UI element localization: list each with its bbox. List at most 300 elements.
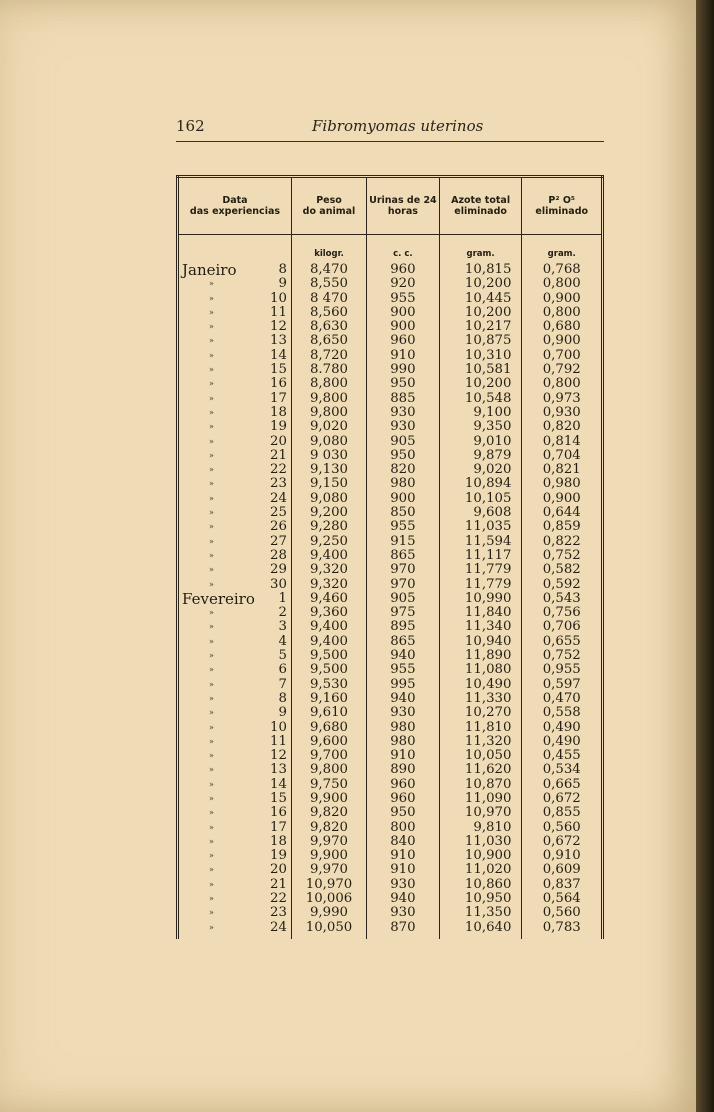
table-row bbox=[178, 306, 603, 320]
phosphorus-cell: 0,597 bbox=[522, 678, 603, 692]
table-row bbox=[178, 763, 603, 777]
day-number: 6 bbox=[278, 662, 287, 678]
phosphorus-cell: 0,756 bbox=[522, 606, 603, 620]
column-header-weight: Peso do animal bbox=[291, 177, 366, 235]
date-cell bbox=[178, 878, 292, 892]
date-cell bbox=[178, 549, 292, 563]
urine-cell: 950 bbox=[367, 377, 440, 391]
urine-cell: 975 bbox=[367, 606, 440, 620]
column-header-urine: Urinas de 24 horas bbox=[367, 177, 440, 235]
ditto-mark: » bbox=[209, 350, 214, 360]
weight-cell: 9,750 bbox=[291, 778, 366, 792]
day-number: 7 bbox=[278, 676, 287, 692]
date-cell bbox=[178, 420, 292, 434]
phosphorus-cell: 0,768 bbox=[522, 263, 603, 277]
phosphorus-cell: 0,980 bbox=[522, 477, 603, 491]
phosphorus-cell: 0,752 bbox=[522, 649, 603, 663]
day-number: 15 bbox=[270, 790, 287, 806]
nitrogen-cell: 11,020 bbox=[439, 863, 522, 877]
table-row bbox=[178, 620, 603, 634]
urine-cell: 905 bbox=[367, 435, 440, 449]
day-number: 17 bbox=[270, 390, 287, 406]
day-number: 15 bbox=[270, 362, 287, 378]
nitrogen-cell: 10,105 bbox=[439, 492, 522, 506]
table-row bbox=[178, 721, 603, 735]
weight-cell: 8,550 bbox=[291, 277, 366, 291]
ditto-mark: » bbox=[209, 579, 214, 589]
ditto-mark: » bbox=[209, 779, 214, 789]
phosphorus-cell: 0,814 bbox=[522, 435, 603, 449]
weight-cell: 9,160 bbox=[291, 692, 366, 706]
urine-cell: 910 bbox=[367, 863, 440, 877]
unit-urine: c. c. bbox=[367, 235, 440, 264]
urine-cell: 900 bbox=[367, 492, 440, 506]
weight-cell: 9,900 bbox=[291, 792, 366, 806]
page-number: 162 bbox=[176, 117, 205, 135]
table-row bbox=[178, 921, 603, 935]
weight-cell: 9,900 bbox=[291, 849, 366, 863]
table-row bbox=[178, 892, 603, 906]
urine-cell: 970 bbox=[367, 578, 440, 592]
phosphorus-cell: 0,822 bbox=[522, 535, 603, 549]
phosphorus-cell: 0,900 bbox=[522, 292, 603, 306]
nitrogen-cell: 9,879 bbox=[439, 449, 522, 463]
day-number: 24 bbox=[270, 919, 287, 935]
date-cell bbox=[178, 563, 292, 577]
weight-cell: 8,470 bbox=[291, 263, 366, 277]
urine-cell: 955 bbox=[367, 520, 440, 534]
weight-cell: 9,320 bbox=[291, 563, 366, 577]
ditto-mark: » bbox=[209, 508, 214, 518]
nitrogen-cell: 9,100 bbox=[439, 406, 522, 420]
day-number: 30 bbox=[270, 576, 287, 592]
urine-cell: 960 bbox=[367, 263, 440, 277]
nitrogen-cell: 11,330 bbox=[439, 692, 522, 706]
day-number: 21 bbox=[270, 876, 287, 892]
phosphorus-cell: 0,582 bbox=[522, 563, 603, 577]
nitrogen-cell: 10,548 bbox=[439, 392, 522, 406]
ditto-mark: » bbox=[209, 450, 214, 460]
date-cell bbox=[178, 292, 292, 306]
unit-weight: kilogr. bbox=[291, 235, 366, 264]
date-cell bbox=[178, 377, 292, 391]
nitrogen-cell: 11,035 bbox=[439, 520, 522, 534]
nitrogen-cell: 10,815 bbox=[439, 263, 522, 277]
running-title: Fibromyomas uterinos bbox=[312, 117, 484, 135]
nitrogen-cell: 10,581 bbox=[439, 363, 522, 377]
date-cell bbox=[178, 921, 292, 935]
day-number: 9 bbox=[278, 276, 287, 292]
date-cell bbox=[178, 778, 292, 792]
unit-phosphorus: gram. bbox=[522, 235, 603, 264]
table-row bbox=[178, 377, 603, 391]
ditto-mark: » bbox=[209, 665, 214, 675]
date-cell bbox=[178, 706, 292, 720]
date-cell bbox=[178, 635, 292, 649]
date-cell bbox=[178, 535, 292, 549]
day-number: 12 bbox=[270, 319, 287, 335]
date-cell bbox=[178, 792, 292, 806]
day-number: 28 bbox=[270, 547, 287, 563]
table-row bbox=[178, 863, 603, 877]
phosphorus-cell: 0,680 bbox=[522, 320, 603, 334]
date-cell bbox=[178, 263, 292, 277]
phosphorus-cell: 0,700 bbox=[522, 349, 603, 363]
urine-cell: 930 bbox=[367, 906, 440, 920]
ditto-mark: » bbox=[209, 322, 214, 332]
weight-cell: 9,200 bbox=[291, 506, 366, 520]
ditto-mark: » bbox=[209, 651, 214, 661]
ditto-mark: » bbox=[209, 307, 214, 317]
date-cell bbox=[178, 463, 292, 477]
urine-cell: 900 bbox=[367, 306, 440, 320]
urine-cell: 910 bbox=[367, 349, 440, 363]
date-cell bbox=[178, 749, 292, 763]
book-spine bbox=[696, 0, 714, 1112]
weight-cell: 9,150 bbox=[291, 477, 366, 491]
table-row bbox=[178, 449, 603, 463]
urine-cell: 910 bbox=[367, 749, 440, 763]
weight-cell: 8 470 bbox=[291, 292, 366, 306]
table-row bbox=[178, 463, 603, 477]
ditto-mark: » bbox=[209, 436, 214, 446]
urine-cell: 930 bbox=[367, 878, 440, 892]
urine-cell: 915 bbox=[367, 535, 440, 549]
weight-cell: 9,400 bbox=[291, 549, 366, 563]
weight-cell: 8,720 bbox=[291, 349, 366, 363]
nitrogen-cell: 10,870 bbox=[439, 778, 522, 792]
table-row bbox=[178, 520, 603, 534]
weight-cell: 9,800 bbox=[291, 392, 366, 406]
urine-cell: 820 bbox=[367, 463, 440, 477]
ditto-mark: » bbox=[209, 422, 214, 432]
day-number: 2 bbox=[278, 605, 287, 621]
weight-cell: 9,820 bbox=[291, 806, 366, 820]
table-end-row bbox=[178, 935, 603, 939]
day-number: 10 bbox=[270, 719, 287, 735]
nitrogen-cell: 11,890 bbox=[439, 649, 522, 663]
weight-cell: 10,006 bbox=[291, 892, 366, 906]
phosphorus-cell: 0,900 bbox=[522, 492, 603, 506]
nitrogen-cell: 11,594 bbox=[439, 535, 522, 549]
date-cell bbox=[178, 320, 292, 334]
ditto-mark: » bbox=[209, 808, 214, 818]
ditto-mark: » bbox=[209, 279, 214, 289]
phosphorus-cell: 0,783 bbox=[522, 921, 603, 935]
day-number: 1 bbox=[278, 590, 287, 606]
date-cell bbox=[178, 678, 292, 692]
nitrogen-cell: 10,445 bbox=[439, 292, 522, 306]
day-number: 18 bbox=[270, 833, 287, 849]
day-number: 17 bbox=[270, 819, 287, 835]
date-cell bbox=[178, 606, 292, 620]
weight-cell: 9,680 bbox=[291, 721, 366, 735]
table-row bbox=[178, 435, 603, 449]
phosphorus-cell: 0,955 bbox=[522, 663, 603, 677]
urine-cell: 850 bbox=[367, 506, 440, 520]
weight-cell: 8,560 bbox=[291, 306, 366, 320]
phosphorus-cell: 0,560 bbox=[522, 906, 603, 920]
ditto-mark: » bbox=[209, 365, 214, 375]
urine-cell: 940 bbox=[367, 649, 440, 663]
nitrogen-cell: 10,894 bbox=[439, 477, 522, 491]
day-number: 23 bbox=[270, 476, 287, 492]
weight-cell: 8,650 bbox=[291, 334, 366, 348]
nitrogen-cell: 10,990 bbox=[439, 592, 522, 606]
table-row bbox=[178, 420, 603, 434]
weight-cell: 9,360 bbox=[291, 606, 366, 620]
table-row bbox=[178, 635, 603, 649]
table-row bbox=[178, 334, 603, 348]
ditto-mark: » bbox=[209, 679, 214, 689]
ditto-mark: » bbox=[209, 479, 214, 489]
weight-cell: 10,050 bbox=[291, 921, 366, 935]
nitrogen-cell: 11,350 bbox=[439, 906, 522, 920]
date-cell bbox=[178, 620, 292, 634]
day-number: 4 bbox=[278, 633, 287, 649]
nitrogen-cell: 11,779 bbox=[439, 578, 522, 592]
phosphorus-cell: 0,752 bbox=[522, 549, 603, 563]
phosphorus-cell: 0,564 bbox=[522, 892, 603, 906]
nitrogen-cell: 10,640 bbox=[439, 921, 522, 935]
date-cell bbox=[178, 906, 292, 920]
nitrogen-cell: 10,050 bbox=[439, 749, 522, 763]
nitrogen-cell: 9,020 bbox=[439, 463, 522, 477]
ditto-mark: » bbox=[209, 622, 214, 632]
date-cell bbox=[178, 863, 292, 877]
table-row bbox=[178, 821, 603, 835]
date-cell bbox=[178, 277, 292, 291]
day-number: 21 bbox=[270, 447, 287, 463]
urine-cell: 800 bbox=[367, 821, 440, 835]
phosphorus-cell: 0,534 bbox=[522, 763, 603, 777]
day-number: 10 bbox=[270, 290, 287, 306]
ditto-mark: » bbox=[209, 908, 214, 918]
phosphorus-cell: 0,558 bbox=[522, 706, 603, 720]
day-number: 3 bbox=[278, 619, 287, 635]
ditto-mark: » bbox=[209, 751, 214, 761]
urine-cell: 960 bbox=[367, 792, 440, 806]
phosphorus-cell: 0,592 bbox=[522, 578, 603, 592]
nitrogen-cell: 10,217 bbox=[439, 320, 522, 334]
table-header-row bbox=[178, 177, 603, 235]
ditto-mark: » bbox=[209, 793, 214, 803]
urine-cell: 890 bbox=[367, 763, 440, 777]
weight-cell: 9,460 bbox=[291, 592, 366, 606]
phosphorus-cell: 0,855 bbox=[522, 806, 603, 820]
nitrogen-cell: 11,620 bbox=[439, 763, 522, 777]
phosphorus-cell: 0,704 bbox=[522, 449, 603, 463]
nitrogen-cell: 10,270 bbox=[439, 706, 522, 720]
day-number: 12 bbox=[270, 748, 287, 764]
unit-nitrogen: gram. bbox=[439, 235, 522, 264]
phosphorus-cell: 0,900 bbox=[522, 334, 603, 348]
weight-cell: 9,970 bbox=[291, 863, 366, 877]
weight-cell: 9,280 bbox=[291, 520, 366, 534]
nitrogen-cell: 10,200 bbox=[439, 277, 522, 291]
table-body bbox=[178, 235, 603, 939]
ditto-mark: » bbox=[209, 293, 214, 303]
urine-cell: 905 bbox=[367, 592, 440, 606]
phosphorus-cell: 0,800 bbox=[522, 277, 603, 291]
nitrogen-cell: 11,080 bbox=[439, 663, 522, 677]
date-cell bbox=[178, 449, 292, 463]
day-number: 9 bbox=[278, 705, 287, 721]
weight-cell: 9,020 bbox=[291, 420, 366, 434]
table-row bbox=[178, 806, 603, 820]
date-cell bbox=[178, 721, 292, 735]
nitrogen-cell: 9,608 bbox=[439, 506, 522, 520]
date-cell bbox=[178, 334, 292, 348]
ditto-mark: » bbox=[209, 493, 214, 503]
date-cell bbox=[178, 835, 292, 849]
table-row bbox=[178, 792, 603, 806]
date-cell bbox=[178, 589, 292, 608]
day-number: 14 bbox=[270, 776, 287, 792]
ditto-mark: » bbox=[209, 922, 214, 932]
urine-cell: 980 bbox=[367, 721, 440, 735]
ditto-mark: » bbox=[209, 722, 214, 732]
ditto-mark: » bbox=[209, 465, 214, 475]
nitrogen-cell: 11,840 bbox=[439, 606, 522, 620]
ditto-mark: » bbox=[209, 407, 214, 417]
date-cell bbox=[178, 363, 292, 377]
table-row bbox=[178, 706, 603, 720]
table-row bbox=[178, 492, 603, 506]
date-cell bbox=[178, 821, 292, 835]
phosphorus-cell: 0,644 bbox=[522, 506, 603, 520]
nitrogen-cell: 10,970 bbox=[439, 806, 522, 820]
ditto-mark: » bbox=[209, 536, 214, 546]
date-cell bbox=[178, 392, 292, 406]
ditto-mark: » bbox=[209, 550, 214, 560]
weight-cell: 8,630 bbox=[291, 320, 366, 334]
nitrogen-cell: 10,200 bbox=[439, 306, 522, 320]
day-number: 20 bbox=[270, 862, 287, 878]
table-row bbox=[178, 392, 603, 406]
table-row bbox=[178, 692, 603, 706]
nitrogen-cell: 9,010 bbox=[439, 435, 522, 449]
weight-cell: 8.780 bbox=[291, 363, 366, 377]
weight-cell: 9,500 bbox=[291, 663, 366, 677]
urine-cell: 930 bbox=[367, 420, 440, 434]
phosphorus-cell: 0,470 bbox=[522, 692, 603, 706]
day-number: 16 bbox=[270, 376, 287, 392]
phosphorus-cell: 0,490 bbox=[522, 735, 603, 749]
day-number: 20 bbox=[270, 433, 287, 449]
date-cell bbox=[178, 806, 292, 820]
phosphorus-cell: 0,706 bbox=[522, 620, 603, 634]
date-cell bbox=[178, 649, 292, 663]
phosphorus-cell: 0,820 bbox=[522, 420, 603, 434]
ditto-mark: » bbox=[209, 894, 214, 904]
urine-cell: 990 bbox=[367, 363, 440, 377]
phosphorus-cell: 0,910 bbox=[522, 849, 603, 863]
urine-cell: 940 bbox=[367, 892, 440, 906]
nitrogen-cell: 9,810 bbox=[439, 821, 522, 835]
table-row bbox=[178, 649, 603, 663]
table-row bbox=[178, 277, 603, 291]
day-number: 18 bbox=[270, 404, 287, 420]
phosphorus-cell: 0,672 bbox=[522, 792, 603, 806]
phosphorus-cell: 0,930 bbox=[522, 406, 603, 420]
nitrogen-cell: 11,320 bbox=[439, 735, 522, 749]
weight-cell: 9,400 bbox=[291, 635, 366, 649]
phosphorus-cell: 0,455 bbox=[522, 749, 603, 763]
nitrogen-cell: 10,875 bbox=[439, 334, 522, 348]
nitrogen-cell: 11,117 bbox=[439, 549, 522, 563]
urine-cell: 865 bbox=[367, 635, 440, 649]
phosphorus-cell: 0,672 bbox=[522, 835, 603, 849]
day-number: 19 bbox=[270, 848, 287, 864]
day-number: 16 bbox=[270, 805, 287, 821]
table-row bbox=[178, 606, 603, 620]
day-number: 8 bbox=[278, 690, 287, 706]
phosphorus-cell: 0,859 bbox=[522, 520, 603, 534]
nitrogen-cell: 11,030 bbox=[439, 835, 522, 849]
phosphorus-cell: 0,821 bbox=[522, 463, 603, 477]
date-cell bbox=[178, 520, 292, 534]
ditto-mark: » bbox=[209, 822, 214, 832]
month-label: Fevereiro bbox=[182, 589, 255, 608]
phosphorus-cell: 0,792 bbox=[522, 363, 603, 377]
header-rule bbox=[176, 141, 604, 142]
urine-cell: 980 bbox=[367, 477, 440, 491]
urine-cell: 960 bbox=[367, 334, 440, 348]
date-cell bbox=[178, 406, 292, 420]
nitrogen-cell: 11,340 bbox=[439, 620, 522, 634]
table-row bbox=[178, 349, 603, 363]
table-row bbox=[178, 592, 603, 606]
day-number: 27 bbox=[270, 533, 287, 549]
table-row bbox=[178, 477, 603, 491]
ditto-mark: » bbox=[209, 636, 214, 646]
urine-cell: 980 bbox=[367, 735, 440, 749]
experiment-table bbox=[176, 175, 604, 939]
date-cell bbox=[178, 735, 292, 749]
nitrogen-cell: 10,860 bbox=[439, 878, 522, 892]
nitrogen-cell: 11,779 bbox=[439, 563, 522, 577]
month-label: Janeiro bbox=[182, 261, 237, 279]
urine-cell: 910 bbox=[367, 849, 440, 863]
weight-cell: 9,800 bbox=[291, 406, 366, 420]
phosphorus-cell: 0,665 bbox=[522, 778, 603, 792]
column-header-date: Data das experiencias bbox=[178, 177, 292, 235]
nitrogen-cell: 10,940 bbox=[439, 635, 522, 649]
urine-cell: 885 bbox=[367, 392, 440, 406]
table-row bbox=[178, 735, 603, 749]
day-number: 19 bbox=[270, 419, 287, 435]
date-cell bbox=[178, 892, 292, 906]
ditto-mark: » bbox=[209, 736, 214, 746]
nitrogen-cell: 9,350 bbox=[439, 420, 522, 434]
urine-cell: 960 bbox=[367, 778, 440, 792]
day-number: 22 bbox=[270, 891, 287, 907]
table-row bbox=[178, 563, 603, 577]
day-number: 5 bbox=[278, 648, 287, 664]
weight-cell: 9,250 bbox=[291, 535, 366, 549]
weight-cell: 9,820 bbox=[291, 821, 366, 835]
urine-cell: 865 bbox=[367, 549, 440, 563]
table-row bbox=[178, 549, 603, 563]
day-number: 22 bbox=[270, 462, 287, 478]
ditto-mark: » bbox=[209, 522, 214, 532]
weight-cell: 9,610 bbox=[291, 706, 366, 720]
urine-cell: 920 bbox=[367, 277, 440, 291]
day-number: 8 bbox=[278, 262, 287, 277]
table-row bbox=[178, 506, 603, 520]
table-row bbox=[178, 878, 603, 892]
